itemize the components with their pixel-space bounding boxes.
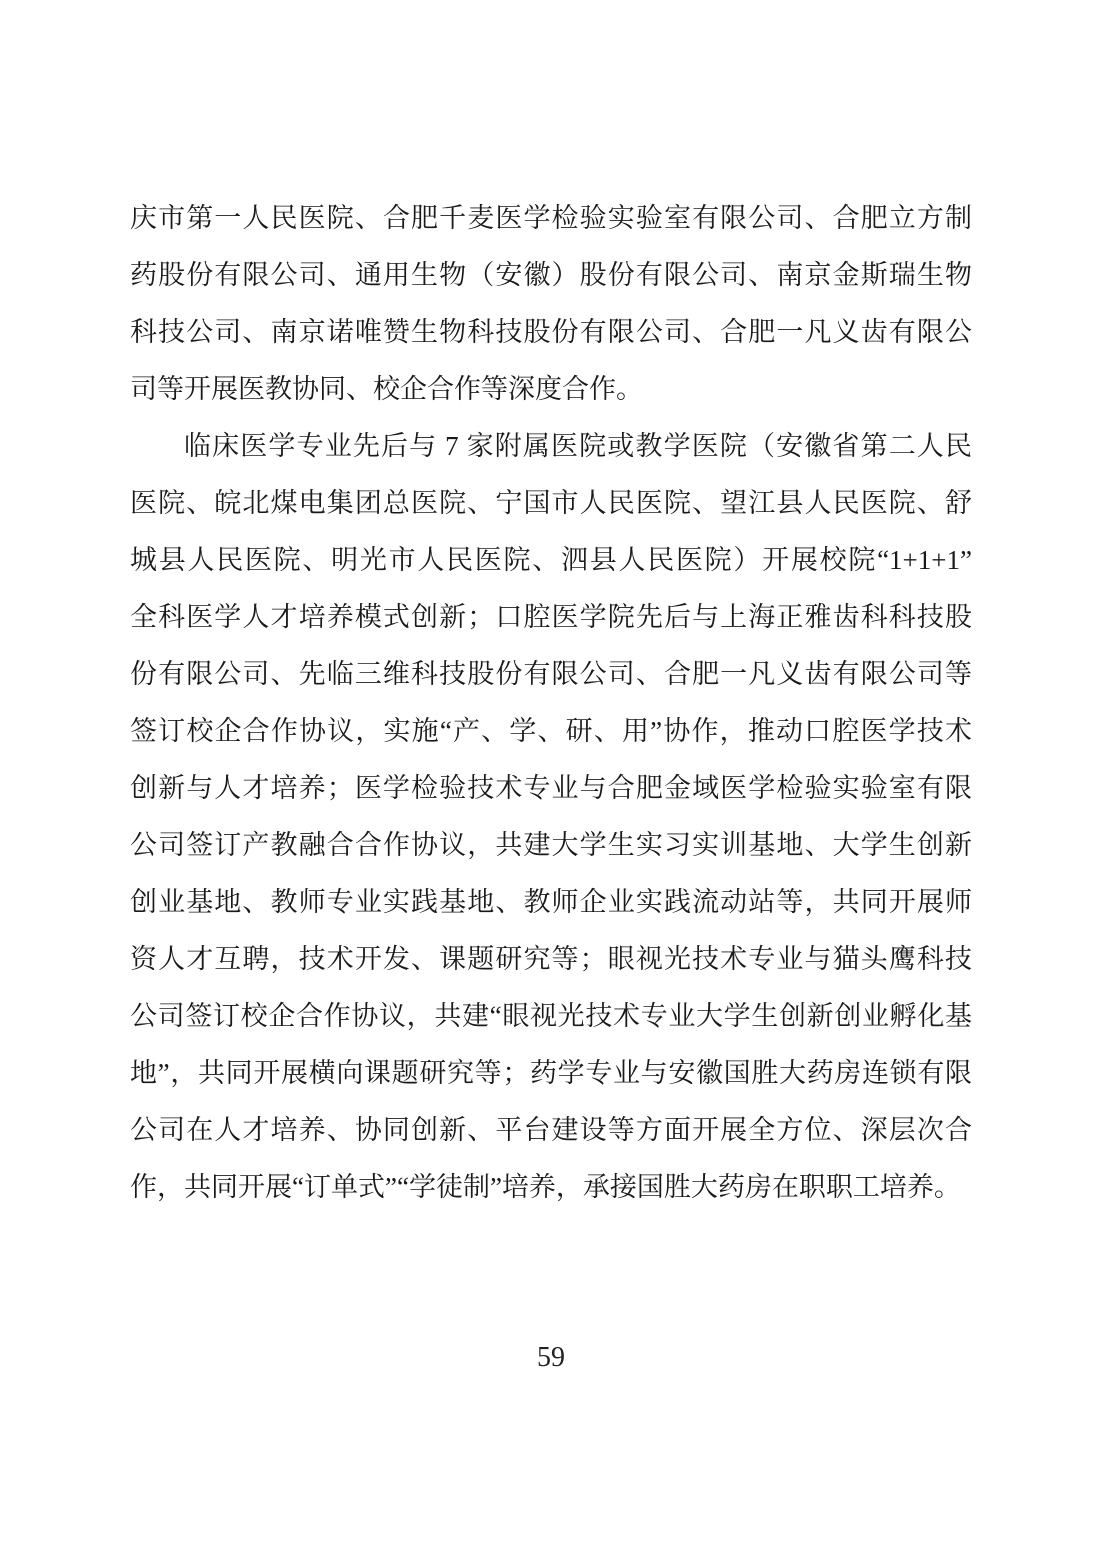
text-line: 创业基地、教师专业实践基地、教师企业实践流动站等，共同开展师	[130, 887, 972, 917]
text-line: 签订校企合作协议，实施“产、学、研、用”协作，推动口腔医学技术	[130, 716, 972, 746]
text-line: 公司签订校企合作协议，共建“眼视光技术专业大学生创新创业孵化基	[130, 1001, 972, 1031]
text-line: 庆市第一人民医院、合肥千麦医学检验实验室有限公司、合肥立方制	[130, 203, 972, 233]
text-line: 医院、皖北煤电集团总医院、宁国市人民医院、望江县人民医院、舒	[130, 488, 972, 518]
text-line: 地”，共同开展横向课题研究等；药学专业与安徽国胜大药房连锁有限	[130, 1058, 972, 1088]
text-line: 创新与人才培养；医学检验技术专业与合肥金域医学检验实验室有限	[130, 773, 972, 803]
text-line: 公司在人才培养、协同创新、平台建设等方面开展全方位、深层次合	[130, 1115, 972, 1145]
text-content	[130, 190, 972, 1216]
text-line: 全科医学人才培养模式创新；口腔医学院先后与上海正雅齿科科技股	[130, 602, 972, 632]
text-line: 城县人民医院、明光市人民医院、泗县人民医院）开展校院“1+1+1”	[130, 545, 972, 575]
text-line: 资人才互聘，技术开发、课题研究等；眼视光技术专业与猫头鹰科技	[130, 944, 972, 974]
paragraph-clinical-medicine	[130, 418, 972, 1216]
page-number: 59	[537, 1342, 565, 1373]
text-line: 司等开展医教协同、校企合作等深度合作。	[130, 374, 643, 404]
text-line: 科技公司、南京诺唯赞生物科技股份有限公司、合肥一凡义齿有限公	[130, 317, 972, 347]
paragraph-continuation	[130, 190, 972, 418]
text-line: 份有限公司、先临三维科技股份有限公司、合肥一凡义齿有限公司等	[130, 659, 972, 689]
text-line: 作，共同开展“订单式”“学徒制”培养，承接国胜大药房在职职工培养。	[130, 1172, 961, 1202]
text-line: 临床医学专业先后与 7 家附属医院或教学医院（安徽省第二人民	[184, 431, 972, 461]
text-line: 药股份有限公司、通用生物（安徽）股份有限公司、南京金斯瑞生物	[130, 260, 972, 290]
text-line: 公司签订产教融合合作协议，共建大学生实习实训基地、大学生创新	[130, 830, 972, 860]
